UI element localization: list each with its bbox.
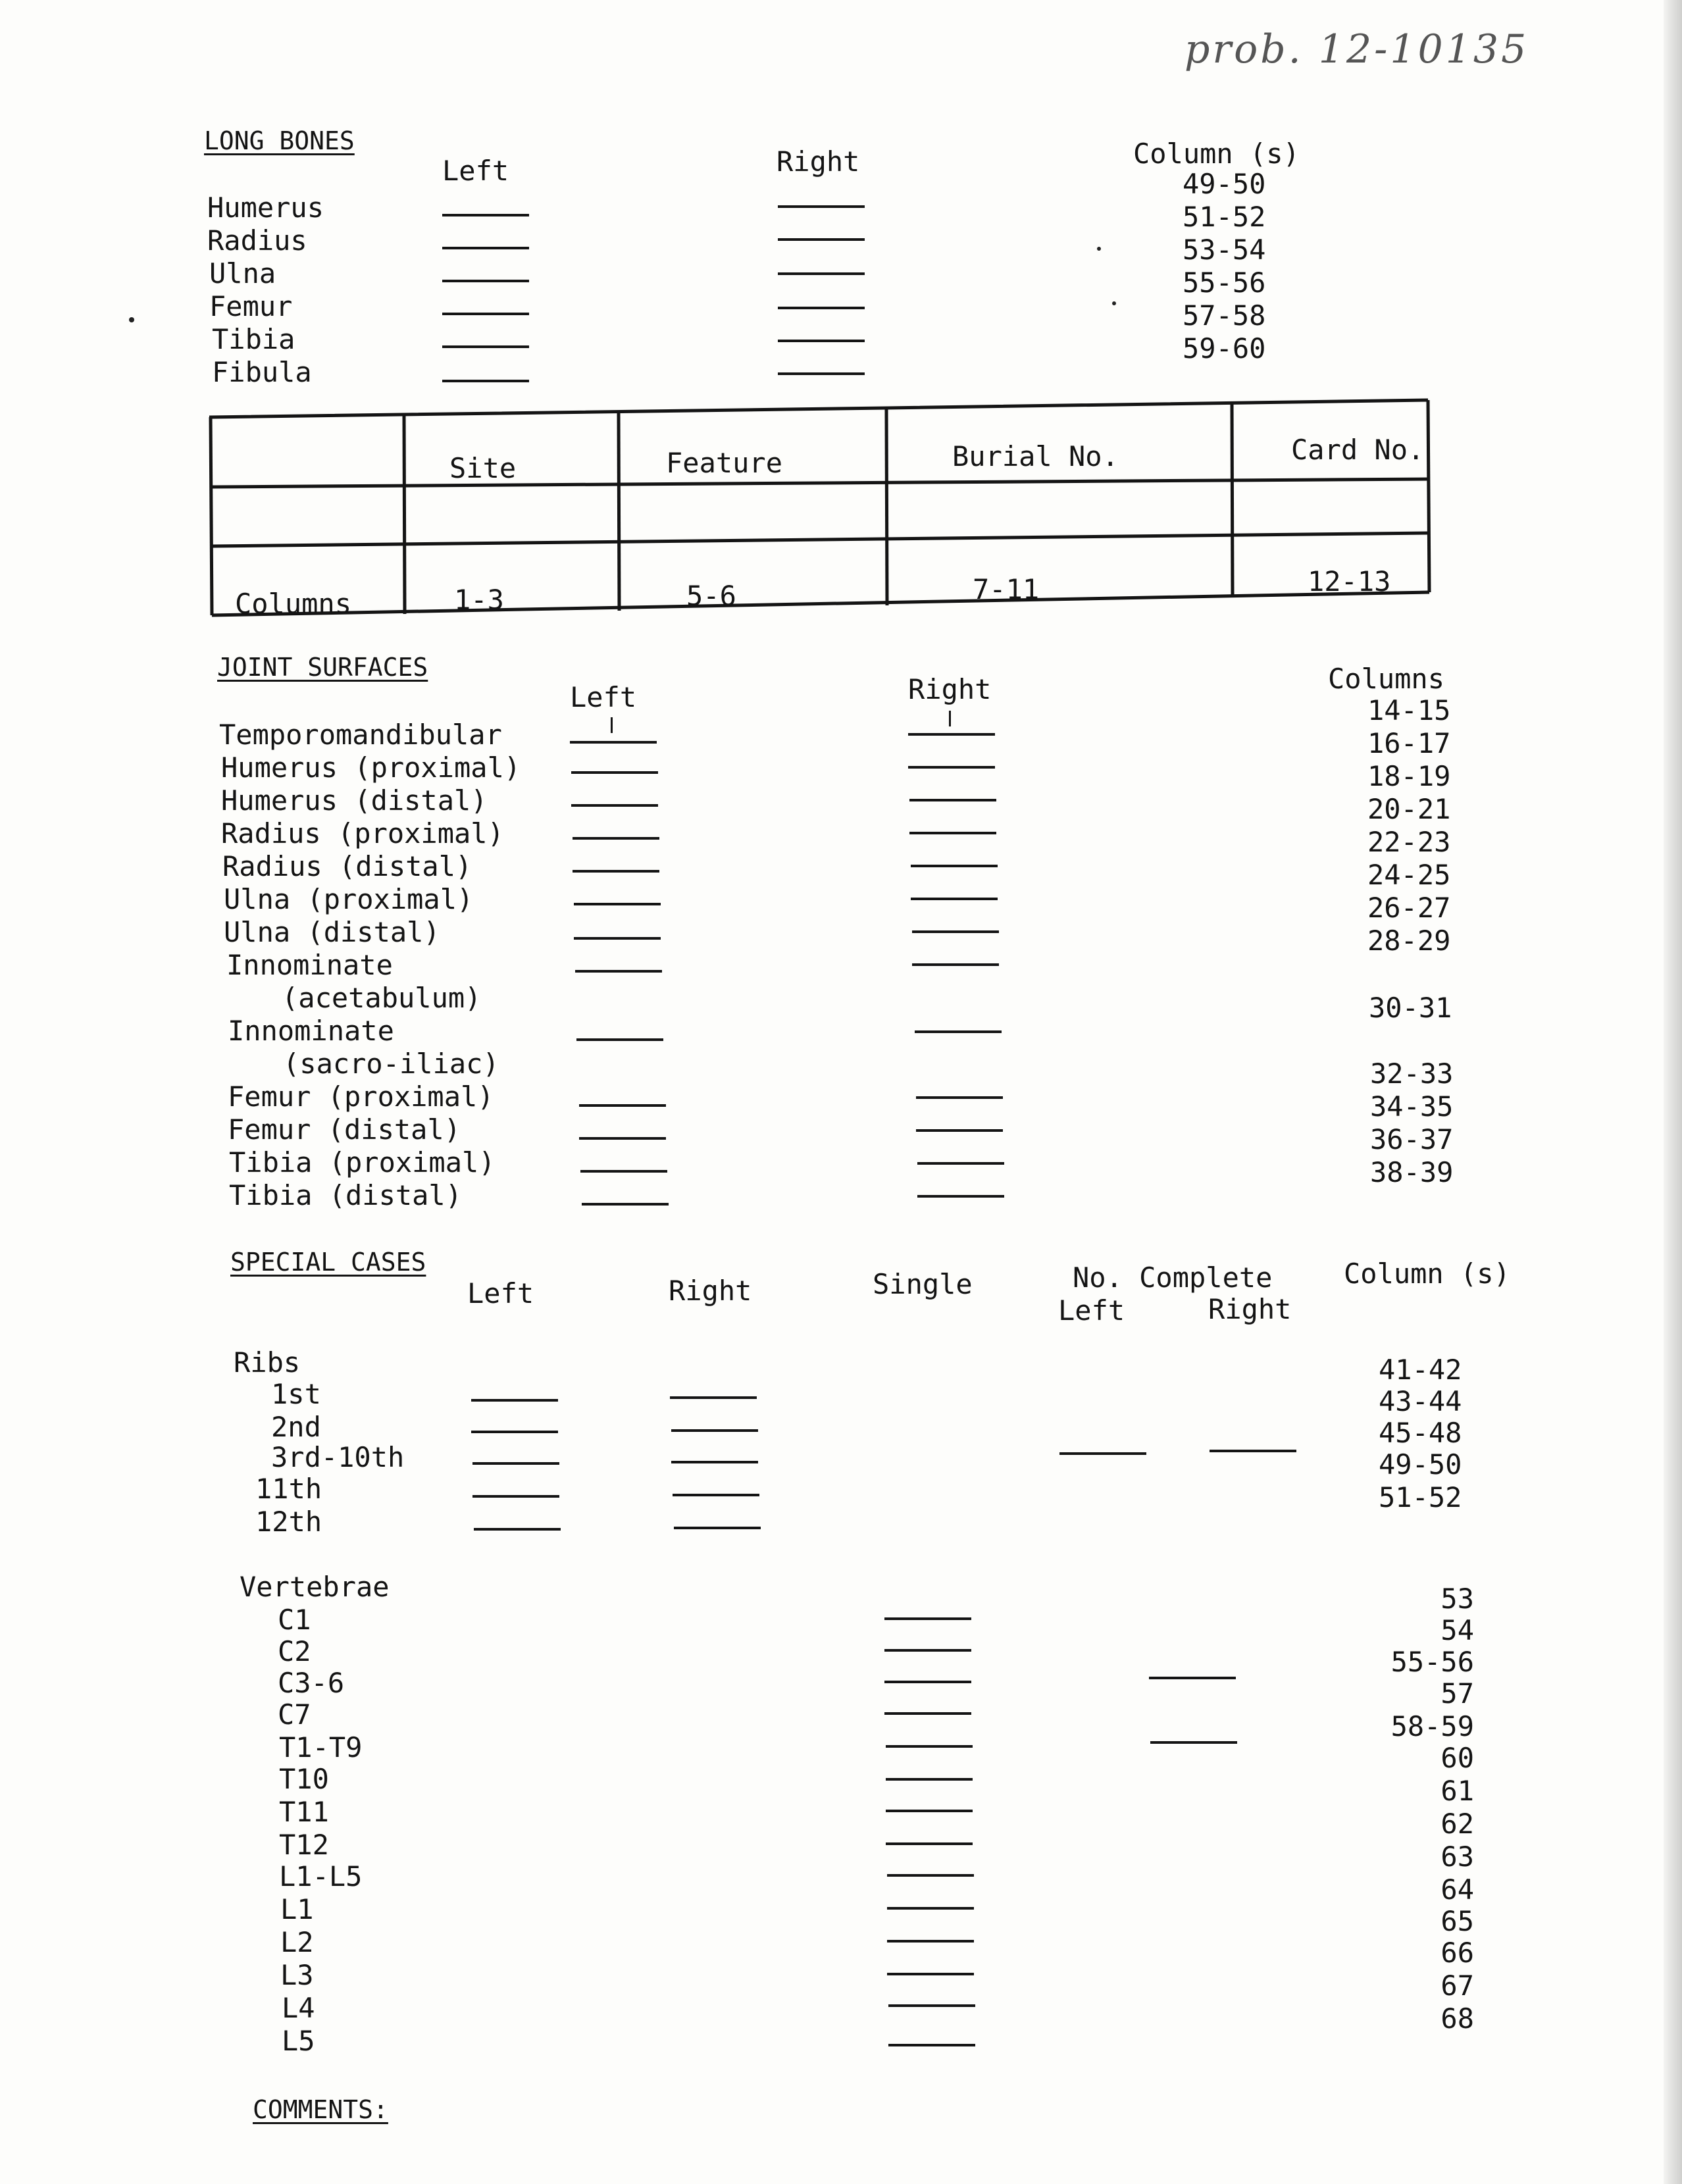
vertebra-single-blank[interactable] bbox=[886, 1745, 973, 1748]
special-nc-left-header: Left bbox=[1058, 1294, 1125, 1327]
joint-right-blank[interactable] bbox=[908, 766, 995, 769]
vertebra-label: T10 bbox=[279, 1763, 329, 1795]
joint-left-blank[interactable] bbox=[571, 771, 658, 774]
joint-columns: 30-31 bbox=[1369, 992, 1452, 1024]
joint-label: Temporomandibular bbox=[219, 719, 502, 751]
id-table-card-columns: 12-13 bbox=[1308, 565, 1391, 597]
rib-right-blank[interactable] bbox=[671, 1429, 758, 1432]
vertebra-single-blank[interactable] bbox=[886, 1810, 973, 1812]
long-bone-label: Radius bbox=[207, 224, 307, 257]
rib-right-blank[interactable] bbox=[670, 1396, 757, 1399]
rib-label: 3rd-10th bbox=[271, 1441, 405, 1473]
rib-columns: 51-52 bbox=[1379, 1481, 1462, 1513]
rib-label: 2nd bbox=[271, 1411, 321, 1443]
long-bone-columns: 59-60 bbox=[1183, 332, 1266, 365]
long-bone-columns: 55-56 bbox=[1183, 267, 1266, 299]
joint-left-header: Left bbox=[570, 681, 637, 713]
rib-columns: 45-48 bbox=[1379, 1417, 1462, 1449]
joint-left-blank[interactable] bbox=[579, 1104, 666, 1107]
vertebra-columns: 63 bbox=[1440, 1841, 1474, 1873]
long-bones-heading: LONG BONES bbox=[204, 126, 355, 155]
rib-left-blank[interactable] bbox=[474, 1528, 561, 1531]
vertebra-label: T11 bbox=[279, 1796, 329, 1828]
joint-label: Radius (proximal) bbox=[221, 817, 504, 850]
vertebra-single-blank[interactable] bbox=[887, 1874, 974, 1877]
vertebra-single-blank[interactable] bbox=[887, 1940, 974, 1943]
special-columns-header: Column (s) bbox=[1344, 1257, 1510, 1290]
vertebra-columns: 62 bbox=[1440, 1808, 1474, 1840]
joint-left-blank[interactable] bbox=[575, 970, 662, 973]
vertebra-columns: 67 bbox=[1440, 1969, 1474, 2002]
vertebra-single-blank[interactable] bbox=[887, 1973, 974, 1975]
joint-left-blank[interactable] bbox=[580, 1170, 667, 1173]
long-bone-columns: 49-50 bbox=[1183, 168, 1266, 200]
joint-right-blank[interactable] bbox=[916, 1129, 1003, 1132]
joint-columns: 28-29 bbox=[1367, 925, 1451, 957]
vertebra-complete-blank[interactable] bbox=[1150, 1741, 1237, 1744]
joint-label: Radius (distal) bbox=[222, 850, 472, 882]
long-bones-columns-header: Column (s) bbox=[1133, 138, 1300, 170]
id-table-site-columns: 1-3 bbox=[454, 584, 504, 616]
joint-left-blank[interactable] bbox=[571, 804, 658, 807]
id-table-burial-columns: 7-11 bbox=[973, 573, 1040, 605]
rib-label: 11th bbox=[255, 1473, 322, 1505]
vertebra-columns: 53 bbox=[1440, 1583, 1474, 1615]
joint-columns: 20-21 bbox=[1367, 793, 1451, 825]
long-bone-label: Femur bbox=[209, 290, 293, 322]
rib-complete-right-blank[interactable] bbox=[1210, 1450, 1296, 1452]
joint-left-blank[interactable] bbox=[579, 1137, 666, 1140]
tally-mark bbox=[611, 717, 613, 733]
vertebra-label: C1 bbox=[278, 1604, 311, 1636]
vertebra-single-blank[interactable] bbox=[884, 1649, 971, 1652]
vertebra-columns: 58-59 bbox=[1390, 1710, 1474, 1742]
long-bone-label: Fibula bbox=[212, 356, 312, 388]
vertebra-columns: 66 bbox=[1440, 1937, 1474, 1969]
joint-columns: 24-25 bbox=[1367, 859, 1451, 891]
vertebra-label: L1 bbox=[280, 1893, 314, 1925]
vertebra-single-blank[interactable] bbox=[884, 1681, 971, 1683]
joint-label: Femur (proximal) bbox=[228, 1080, 494, 1113]
vertebra-single-blank[interactable] bbox=[886, 1842, 973, 1845]
rib-complete-left-blank[interactable] bbox=[1059, 1452, 1146, 1455]
vertebra-label: L1-L5 bbox=[279, 1860, 363, 1892]
joint-right-blank[interactable] bbox=[916, 1096, 1003, 1099]
joint-label: Humerus (proximal) bbox=[221, 751, 521, 784]
vertebra-columns: 55-56 bbox=[1390, 1646, 1474, 1678]
vertebra-columns: 60 bbox=[1440, 1742, 1474, 1774]
joint-label: Femur (distal) bbox=[228, 1113, 461, 1146]
joint-columns-header: Columns bbox=[1328, 663, 1445, 695]
vertebra-single-blank[interactable] bbox=[888, 2004, 975, 2007]
vertebra-label: L5 bbox=[282, 2025, 315, 2057]
joint-right-blank[interactable] bbox=[911, 865, 998, 867]
special-cases-heading: SPECIAL CASES bbox=[230, 1248, 426, 1277]
joint-columns: 16-17 bbox=[1367, 727, 1451, 759]
vertebrae-label: Vertebrae bbox=[240, 1571, 390, 1603]
id-table-header-feature: Feature bbox=[666, 447, 783, 479]
vertebra-label: C3-6 bbox=[278, 1667, 345, 1699]
long-bone-label: Humerus bbox=[207, 191, 324, 224]
vertebra-label: T1-T9 bbox=[279, 1731, 363, 1764]
joint-left-blank[interactable] bbox=[570, 741, 657, 744]
joint-left-blank[interactable] bbox=[573, 837, 659, 840]
joint-surfaces-heading: JOINT SURFACES bbox=[217, 653, 428, 682]
special-no-complete-header: No. Complete bbox=[1073, 1261, 1273, 1294]
vertebra-single-blank[interactable] bbox=[888, 2044, 975, 2046]
joint-label: Tibia (distal) bbox=[229, 1179, 463, 1211]
id-table-header-card-no: Card No. bbox=[1291, 434, 1425, 466]
special-single-header: Single bbox=[873, 1268, 973, 1300]
special-nc-right-header: Right bbox=[1208, 1293, 1292, 1325]
rib-label: 12th bbox=[255, 1506, 322, 1538]
joint-right-blank[interactable] bbox=[908, 733, 995, 736]
joint-columns: 18-19 bbox=[1367, 760, 1451, 792]
joint-right-blank[interactable] bbox=[911, 898, 998, 900]
rib-left-blank[interactable] bbox=[472, 1495, 559, 1498]
id-table-header-burial-no: Burial No. bbox=[952, 440, 1119, 472]
vertebra-columns: 65 bbox=[1440, 1905, 1474, 1937]
id-table-header-site: Site bbox=[449, 452, 517, 484]
rib-columns: 41-42 bbox=[1379, 1354, 1462, 1386]
joint-right-blank[interactable] bbox=[917, 1195, 1004, 1198]
ribs-label: Ribs bbox=[234, 1346, 301, 1379]
rib-left-blank[interactable] bbox=[472, 1462, 559, 1465]
joint-columns: 34-35 bbox=[1370, 1090, 1454, 1123]
id-table-feature-columns: 5-6 bbox=[686, 580, 736, 612]
id-table-columns-label: Columns bbox=[235, 588, 352, 620]
joint-label: (acetabulum) bbox=[282, 982, 482, 1014]
joint-label: Ulna (proximal) bbox=[224, 883, 474, 915]
vertebra-single-blank[interactable] bbox=[887, 1907, 974, 1910]
vertebra-columns: 54 bbox=[1440, 1614, 1474, 1646]
joint-right-blank[interactable] bbox=[917, 1162, 1004, 1165]
long-bone-columns: 51-52 bbox=[1183, 201, 1266, 233]
joint-left-blank[interactable] bbox=[582, 1203, 669, 1206]
vertebra-columns: 57 bbox=[1440, 1677, 1474, 1710]
rib-right-blank[interactable] bbox=[674, 1527, 761, 1529]
comments-label: COMMENTS: bbox=[253, 2095, 388, 2124]
vertebra-label: T12 bbox=[279, 1829, 329, 1861]
joint-right-blank[interactable] bbox=[915, 1030, 1002, 1033]
joint-columns: 36-37 bbox=[1370, 1123, 1454, 1155]
long-bone-columns: 57-58 bbox=[1183, 299, 1266, 332]
joint-left-blank[interactable] bbox=[573, 870, 659, 873]
vertebra-label: C7 bbox=[278, 1698, 311, 1731]
joint-label: Innominate bbox=[228, 1015, 394, 1047]
long-bone-columns: 53-54 bbox=[1183, 234, 1266, 266]
long-bones-right-header: Right bbox=[777, 145, 860, 178]
joint-columns: 26-27 bbox=[1367, 892, 1451, 924]
vertebra-single-blank[interactable] bbox=[884, 1617, 971, 1620]
joint-columns: 38-39 bbox=[1370, 1156, 1454, 1188]
vertebra-complete-blank[interactable] bbox=[1149, 1677, 1236, 1679]
joint-columns: 32-33 bbox=[1370, 1057, 1454, 1090]
joint-right-blank[interactable] bbox=[909, 832, 996, 834]
vertebra-single-blank[interactable] bbox=[884, 1712, 971, 1715]
vertebra-columns: 64 bbox=[1440, 1873, 1474, 1906]
joint-label: Ulna (distal) bbox=[224, 916, 440, 948]
vertebra-columns: 68 bbox=[1440, 2002, 1474, 2035]
vertebra-label: L3 bbox=[280, 1959, 314, 1991]
rib-right-blank[interactable] bbox=[671, 1461, 758, 1463]
joint-right-header: Right bbox=[908, 673, 992, 705]
rib-left-blank[interactable] bbox=[471, 1431, 558, 1433]
vertebra-columns: 61 bbox=[1440, 1775, 1474, 1807]
joint-left-blank[interactable] bbox=[576, 1038, 663, 1041]
rib-columns: 49-50 bbox=[1379, 1448, 1462, 1481]
rib-label: 1st bbox=[271, 1378, 321, 1410]
joint-left-blank[interactable] bbox=[574, 937, 661, 940]
long-bone-label: Ulna bbox=[209, 257, 276, 290]
joint-left-blank[interactable] bbox=[574, 903, 661, 905]
joint-right-blank[interactable] bbox=[909, 799, 996, 801]
vertebra-label: L2 bbox=[280, 1926, 314, 1958]
joint-label: Innominate bbox=[226, 949, 393, 981]
joint-label: Tibia (proximal) bbox=[229, 1146, 496, 1179]
special-right-header: Right bbox=[669, 1275, 752, 1307]
joint-columns: 22-23 bbox=[1367, 826, 1451, 858]
rib-right-blank[interactable] bbox=[673, 1494, 759, 1496]
vertebra-single-blank[interactable] bbox=[886, 1778, 973, 1781]
rib-left-blank[interactable] bbox=[471, 1399, 558, 1402]
joint-right-blank[interactable] bbox=[912, 930, 999, 933]
joint-label: Humerus (distal) bbox=[221, 784, 488, 817]
joint-columns: 14-15 bbox=[1367, 694, 1451, 726]
handwritten-reference: prob. 12-10135 bbox=[1185, 26, 1529, 72]
tally-mark bbox=[949, 711, 951, 726]
special-left-header: Left bbox=[467, 1277, 534, 1309]
joint-label: (sacro-iliac) bbox=[283, 1048, 499, 1080]
joint-right-blank[interactable] bbox=[912, 963, 999, 966]
long-bones-left-header: Left bbox=[442, 155, 509, 187]
vertebra-label: C2 bbox=[278, 1635, 311, 1667]
vertebra-label: L4 bbox=[282, 1992, 315, 2024]
long-bone-label: Tibia bbox=[212, 323, 295, 355]
rib-columns: 43-44 bbox=[1379, 1385, 1462, 1417]
